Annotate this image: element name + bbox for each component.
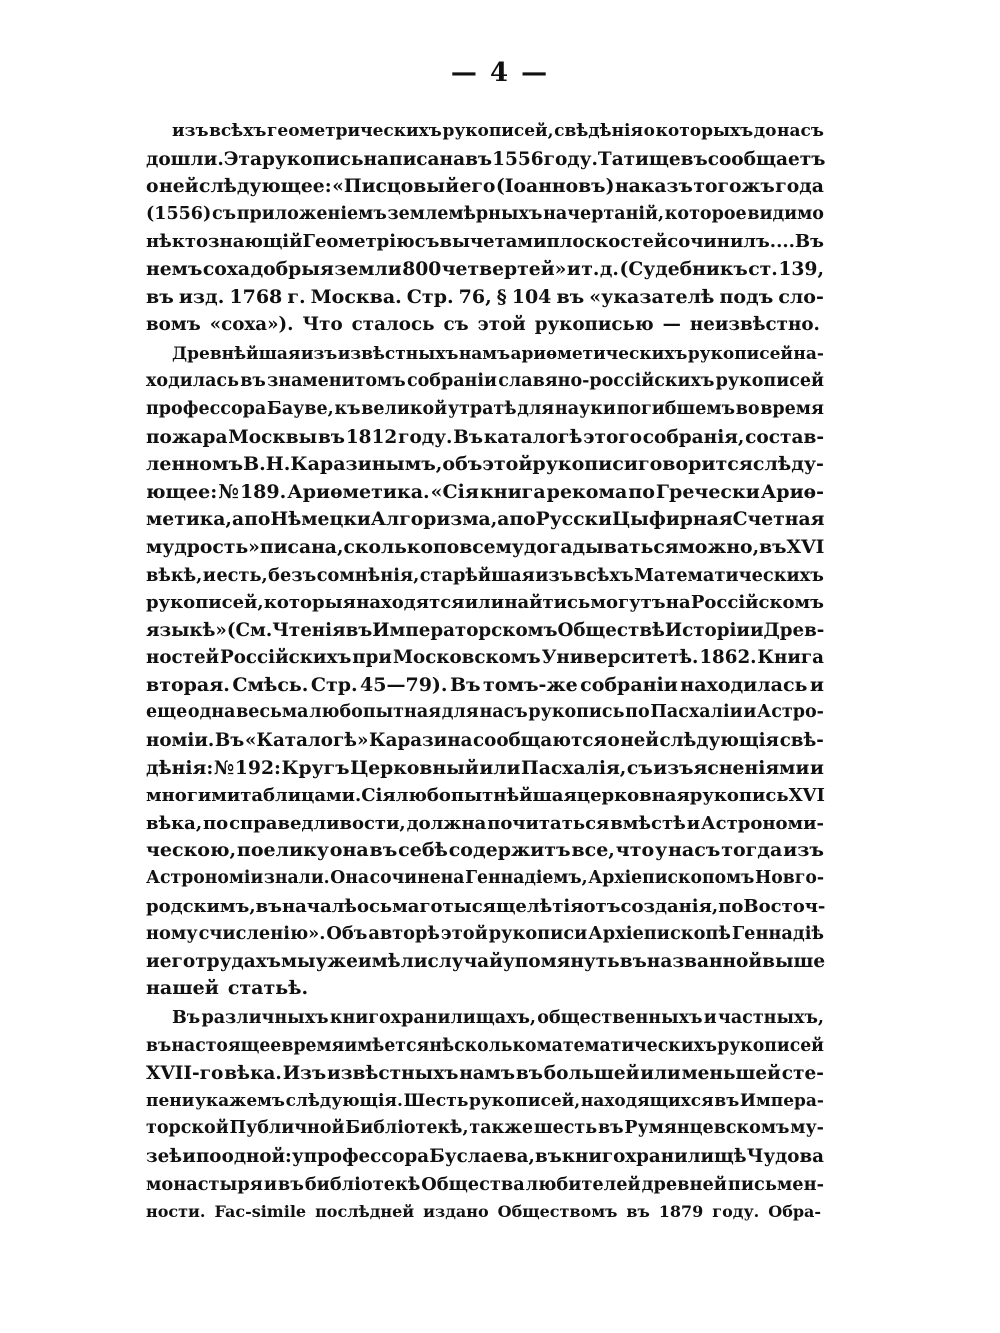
text-line: XVII-го вѣка. Изъ извѣстныхъ намъ въ большей или меньшей сте- [146, 1063, 824, 1085]
body-text [146, 118, 824, 1226]
text-line: рукописей, которыя находятся или найтись могутъ на Россійскомъ [146, 592, 824, 614]
text-line: Древнѣйшая изъ извѣстныхъ намъ ариѳметическихъ рукописей на- [172, 343, 824, 364]
text-line: ющее: № 189. Ариѳметика. «Сія книга рекома по Гречески Ариѳ- [146, 480, 824, 503]
paragraph [146, 118, 824, 339]
text-line: торской Публичной Библіотекѣ, также шесть въ Румянцевскомъ му- [146, 1118, 824, 1139]
page-number: — 4 — [450, 58, 550, 88]
text-line: ности. Fac-simile послѣдней издано Обществомъ въ 1879 году. Обра- [146, 1202, 822, 1222]
text-line: о ней слѣдующее: «Писцовый его (Іоанновъ) наказъ тогожъ года [146, 175, 824, 198]
text-line: ному счисленію». Объ авторѣ этой рукописи Архіепископѣ Геннадіѣ [146, 923, 824, 945]
text-line: вѣкѣ, и есть, безъ сомнѣнія, старѣйшая изъ всѣхъ Математическихъ [146, 564, 824, 586]
text-line: нѣкто знающій Геометрію съ вычетами плоскостей сочинилъ.... Въ [146, 231, 824, 253]
text-line: ческою, поелику она въ себѣ содержитъ все, что у насъ тогда изъ [146, 839, 824, 862]
text-line: Въ различныхъ книгохранилищахъ, общественныхъ и частныхъ, [172, 1008, 824, 1028]
text-line: номіи. Въ «Каталогѣ» Каразина сообщаются о ней слѣдующія свѣ- [146, 730, 824, 752]
paragraph [146, 341, 824, 1003]
text-line: ходилась въ знаменитомъ собраніи славяно-россійскихъ рукописей [146, 371, 824, 392]
text-line: изъ всѣхъ геометрическихъ рукописей, свѣдѣнія о которыхъ до насъ [172, 121, 824, 141]
text-line: въ изд. 1768 г. Москва. Стр. 76, § 104 въ «указателѣ подъ сло- [146, 285, 824, 308]
text-line: мудрость» писана, сколько по всему догадываться можно, въ XVI [146, 535, 825, 558]
text-line: родскимъ, въ началѣ осьмаго тысящелѣтія отъ созданія, по Восточ- [146, 895, 826, 917]
text-line: дѣнія: № 192: Кругъ Церковный или Пасхалія, съ изъясненіями и [146, 756, 824, 779]
text-line: зеѣ и по одной: у профессора Буслаева, въ книгохранилищѣ Чудова [146, 1145, 824, 1167]
text-line: нашей статьѣ. [146, 977, 309, 1000]
text-line: немъ соха добрыя земли 800 четвертей» и т. д. (Судебникъ ст. 139, [146, 257, 824, 280]
text-line: вторая. Смѣсь. Стр. 45—79). Въ томъ-же собраніи находилась и [146, 673, 824, 696]
text-line: вѣка, по справедливости, должна почитаться вмѣстѣ и Астрономи- [146, 812, 824, 834]
text-line: въ настоящее время имѣется нѣсколько математическихъ рукописей [146, 1035, 824, 1056]
text-line: языкѣ» (См. Чтенія въ Императорскомъ Обществѣ Исторіи и Древ- [146, 619, 825, 641]
paragraph [146, 1005, 824, 1226]
text-line: и его трудахъ мы уже имѣли случай упомянуть въ названной выше [146, 950, 826, 972]
text-line: Астрономіи знали. Она сочинена Геннадіемъ, Архіепископомъ Новго- [146, 868, 824, 889]
text-line: еще одна весьма любопытная для насъ рукопись по Пасхаліи и Астро- [146, 702, 824, 723]
text-line: ностей Россійскихъ при Московскомъ Университетѣ. 1862. Книга [146, 647, 824, 669]
text-line: профессора Бауве, къ великой утратѣ для науки погибшемъ во время [146, 398, 824, 419]
text-line: (1556) съ приложеніемъ землемѣрныхъ начертаній, которое видимо [146, 203, 824, 224]
text-line: многими таблицами. Сія любопытнѣйшая церковная рукопись XVI [146, 785, 825, 807]
text-line: ленномъ В. Н. Каразинымъ, объ этой рукописи говорится слѣду- [146, 453, 824, 476]
text-line: метика, а по Нѣмецки Алгоризма, а по Русски Цыфирная Счетная [146, 508, 825, 531]
text-line: вомъ «соха»). Что сталось съ этой рукописью — неизвѣстно. [146, 314, 820, 336]
text-line: дошли. Эта рукопись написана въ 1556 году. Татищевъ сообщаетъ [146, 148, 826, 170]
text-line: монастыря и въ библіотекѣ Общества любителей древней письмен- [146, 1173, 824, 1195]
text-line: пени укажемъ слѣдующія. Шесть рукописей, находящихся въ Импера- [146, 1090, 824, 1111]
text-line: пожара Москвы въ 1812 году. Въ каталогѣ этого собранія, состав- [146, 426, 824, 448]
